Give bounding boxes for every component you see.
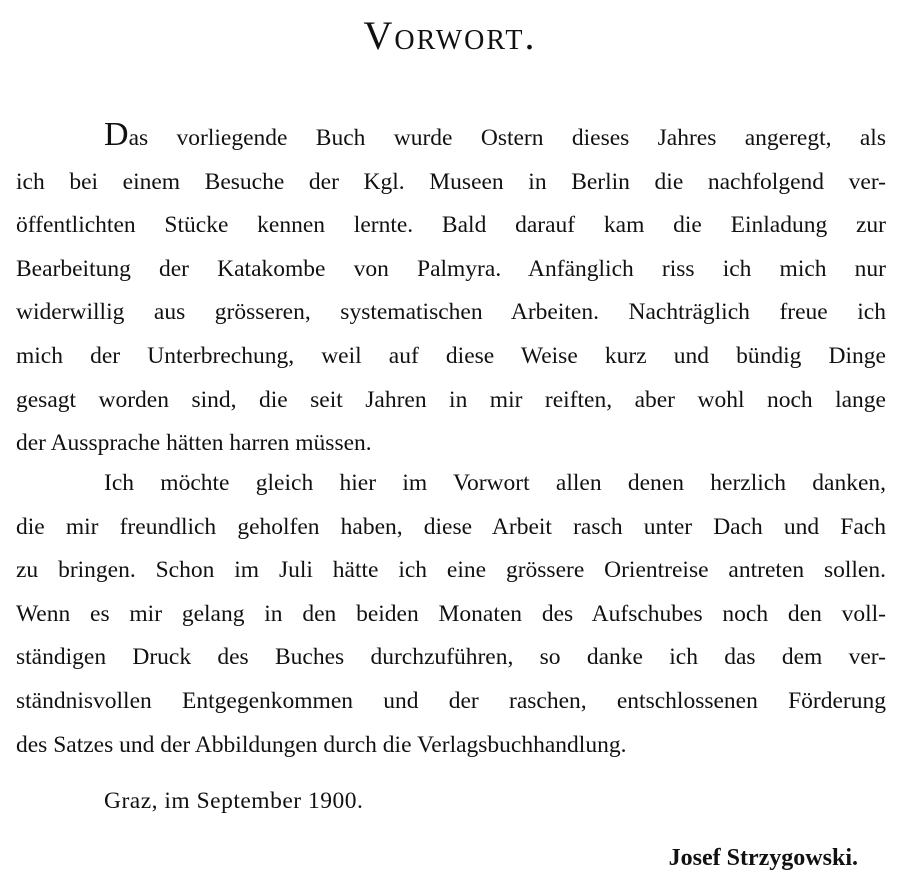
paragraph-line: ich bei einem Besuche der Kgl. Museen in Berlin die nachfolgend ver- (16, 168, 886, 195)
paragraph-line (16, 113, 886, 161)
paragraph-line: ständigen Druck des Buches durchzuführen, so danke ich das dem ver- (16, 644, 886, 671)
paragraph-line: Bearbeitung der Katakombe von Palmyra. Anfänglich riss ich mich nur (16, 255, 886, 282)
paragraph-1 (16, 113, 886, 466)
paragraph-line: des Satzes und der Abbildungen durch die Verlagsbuchhandlung. (16, 731, 627, 758)
paragraph-line: die mir freundlich geholfen haben, diese Arbeit rasch unter Dach und Fach (16, 513, 886, 540)
paragraph-line: mich der Unterbrechung, weil auf diese Weise kurz und bündig Dinge (16, 342, 886, 369)
paragraph-line: Ich möchte gleich hier im Vorwort allen denen herzlich danken, (104, 470, 886, 496)
line-text: as vorliegende Buch wurde Ostern dieses Jahres angeregt, als (128, 125, 886, 151)
paragraph-line: ständnisvollen Entgegenkommen und der raschen, entschlossenen Förderung (16, 687, 886, 714)
paragraph-line: zu bringen. Schon im Juli hätte ich eine grössere Orientreise antreten sollen. (16, 557, 886, 584)
drop-cap: D (104, 116, 129, 153)
signature: Josef Strzygowski. (668, 845, 858, 871)
paragraph-line: widerwillig aus grösseren, systematischen Arbeiten. Nachträglich freue ich (16, 299, 886, 326)
paragraph-line: der Aussprache hätten harren müssen. (16, 430, 372, 457)
paragraph-line: gesagt worden sind, die seit Jahren in mir reiften, aber wohl noch lange (16, 386, 886, 413)
page-title: Vorwort. (363, 13, 537, 58)
paragraph-line: öffentlichten Stücke kennen lernte. Bald darauf kam die Einladung zur (16, 212, 886, 239)
place-date: Graz, im September 1900. (104, 788, 364, 814)
paragraph-2 (16, 462, 886, 767)
paragraph-line: Wenn es mir gelang in den beiden Monaten des Aufschubes noch den voll- (16, 600, 886, 627)
